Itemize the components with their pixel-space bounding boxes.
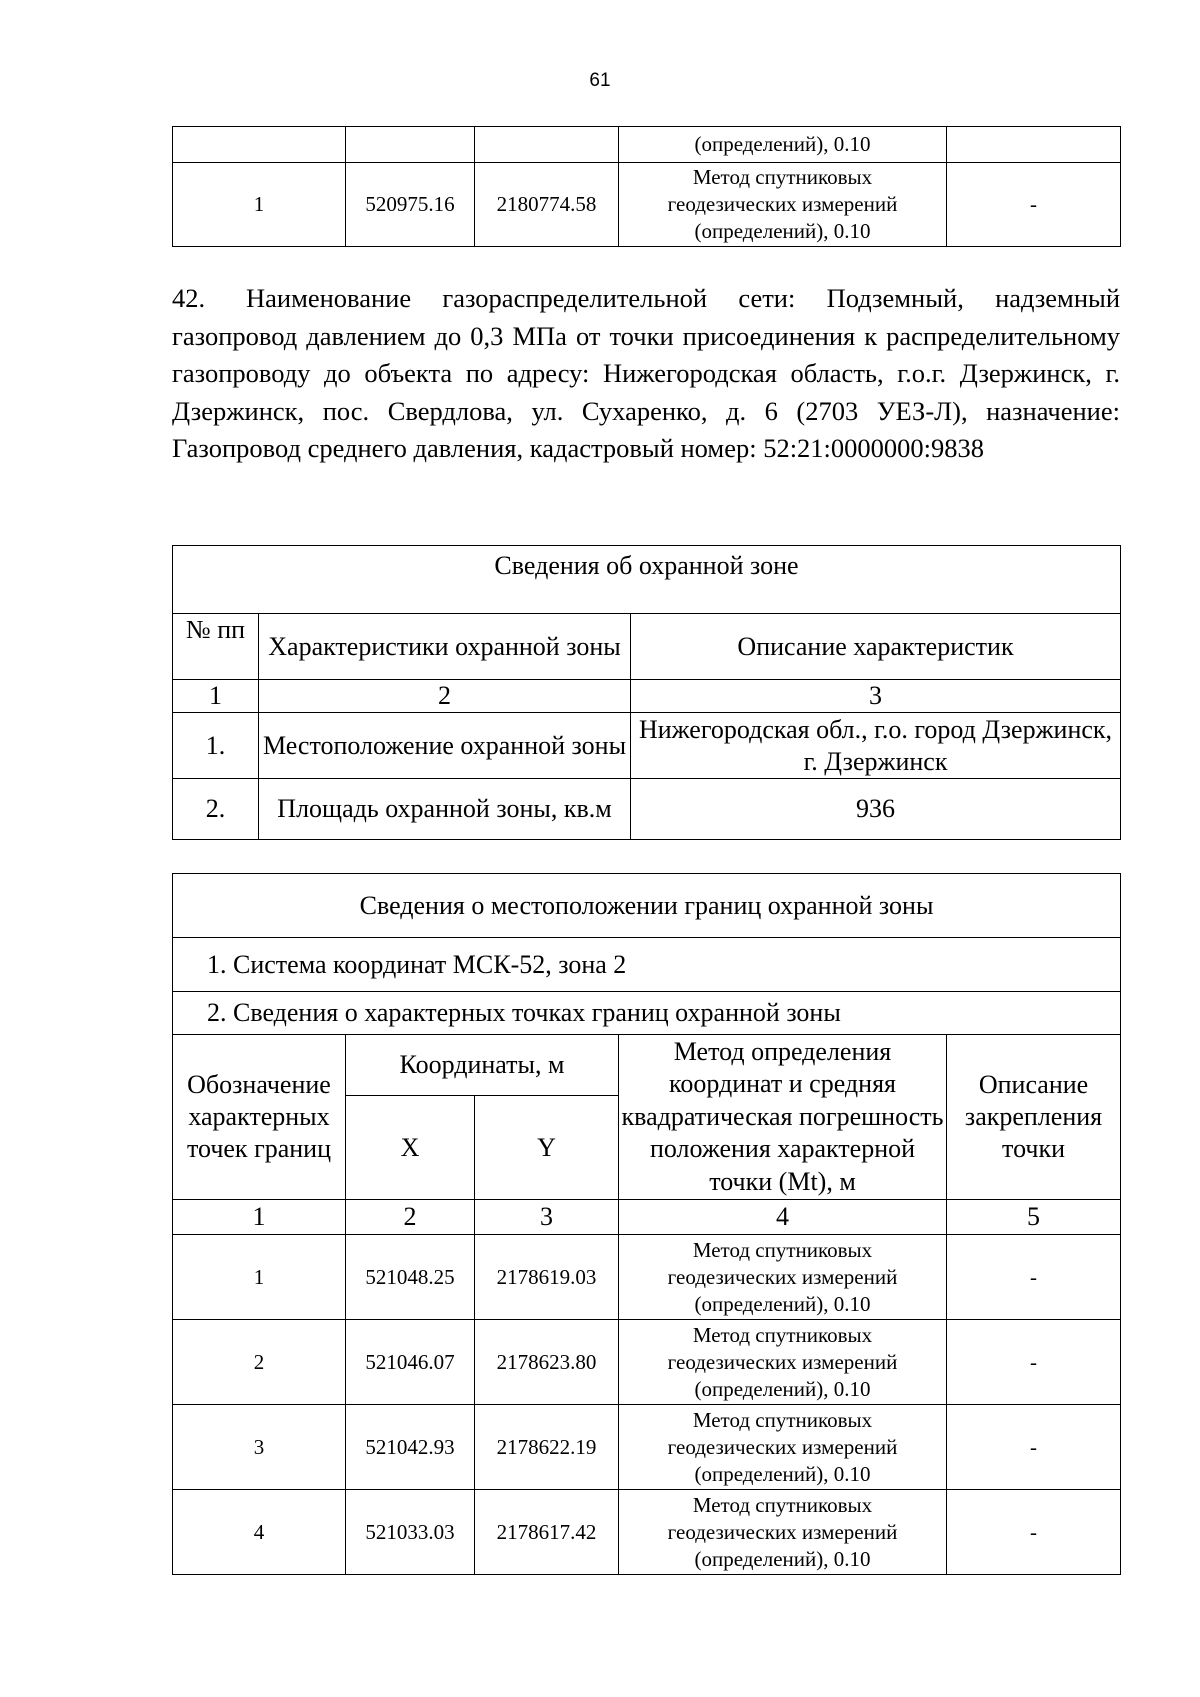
- y-coordinate: 2178623.80: [475, 1320, 619, 1405]
- point-label: 3: [173, 1405, 346, 1490]
- fixing-description: -: [947, 1490, 1121, 1575]
- method-line: (определений), 0.10: [694, 219, 871, 243]
- fixing-description: -: [947, 163, 1121, 247]
- column-header: X: [346, 1096, 475, 1200]
- table-title: Сведения о местоположении границ охранной зоны: [173, 874, 1121, 938]
- method-line: геодезических измерений: [667, 1349, 898, 1374]
- column-header: № пп: [173, 614, 259, 680]
- column-index: 2: [259, 680, 631, 713]
- fixing-description: -: [947, 1235, 1121, 1320]
- method-line: Метод спутниковых: [692, 165, 873, 189]
- fixing-description: -: [947, 1320, 1121, 1405]
- method-line: (определений), 0.10: [694, 1376, 871, 1401]
- table-row: [173, 713, 1121, 779]
- coordinate-system: 1. Система координат МСК-52, зона 2: [173, 938, 1121, 992]
- table-cell: (определений), 0.10: [619, 127, 947, 163]
- method-line: Метод спутниковых: [692, 1407, 873, 1432]
- column-header: Обозначение характерных точек границ: [173, 1035, 346, 1200]
- characteristic: Площадь охранной зоны, кв.м: [259, 779, 631, 840]
- method-line: (определений), 0.10: [694, 1461, 871, 1486]
- table-cell: [475, 127, 619, 163]
- row-number: 2.: [173, 779, 259, 840]
- point-label: 1: [173, 163, 346, 247]
- y-coordinate: 2178622.19: [475, 1405, 619, 1490]
- y-coordinate: 2178619.03: [475, 1235, 619, 1320]
- method-cell: [619, 1490, 947, 1575]
- method-line: (определений), 0.10: [694, 1546, 871, 1571]
- column-header: Описание характеристик: [631, 614, 1121, 680]
- row-number: 1.: [173, 713, 259, 779]
- protection-zone-table: [172, 545, 1121, 840]
- point-label: 4: [173, 1490, 346, 1575]
- method-line: Метод спутниковых: [692, 1492, 873, 1517]
- x-coordinate: 521048.25: [346, 1235, 475, 1320]
- column-header: Метод определения координат и средняя квадратическая погрешность положения характерной точки (Mt), м: [619, 1035, 947, 1200]
- column-index: 5: [947, 1200, 1121, 1235]
- x-coordinate: 521033.03: [346, 1490, 475, 1575]
- table-row: [173, 127, 1121, 163]
- method-cell: [619, 1405, 947, 1490]
- method-line: геодезических измерений: [667, 1519, 898, 1544]
- method-cell: [619, 163, 947, 247]
- method-line: Метод спутниковых: [692, 1322, 873, 1347]
- table-row: [173, 163, 1121, 247]
- x-coordinate: 520975.16: [346, 163, 475, 247]
- page-number: 61: [589, 70, 611, 91]
- method-line: геодезических измерений: [667, 1264, 898, 1289]
- table-row: [173, 1490, 1121, 1575]
- column-header: Характеристики охранной зоны: [259, 614, 631, 680]
- method-line: геодезических измерений: [667, 1434, 898, 1459]
- column-index: 1: [173, 1200, 346, 1235]
- points-heading: 2. Сведения о характерных точках границ охранной зоны: [173, 992, 1121, 1035]
- table-title: Сведения об охранной зоне: [173, 546, 1121, 614]
- description: 936: [631, 779, 1121, 840]
- column-index: 1: [173, 680, 259, 713]
- method-cell: [619, 1235, 947, 1320]
- table-row: [173, 1405, 1121, 1490]
- paragraph-text: Наименование газораспределительной сети: Подземный, надземный газопровод давлением до 0,3 МПа от точки присоединения к распределительному газопроводу до объекта по адресу: Нижегородская область, г.о.г. Дзержинск, г. Дзержинск, пос. Свердлова, ул. Сухаренко, д. 6 (2703 УЕЗ-Л), назначение: Газопровод среднего давления, кадастровый номер: 52:21:0000000:9838: [172, 283, 1120, 463]
- table-cell: [346, 127, 475, 163]
- table-row: [173, 1235, 1121, 1320]
- table-row: [173, 779, 1121, 840]
- table-cell: [947, 127, 1121, 163]
- coordinates-table-continuation: [172, 126, 1121, 247]
- description: Нижегородская обл., г.о. город Дзержинск, г. Дзержинск: [631, 713, 1121, 779]
- column-index: 4: [619, 1200, 947, 1235]
- column-index: 3: [631, 680, 1121, 713]
- method-line: геодезических измерений: [667, 192, 898, 216]
- y-coordinate: 2180774.58: [475, 163, 619, 247]
- fixing-description: -: [947, 1405, 1121, 1490]
- characteristic: Местоположение охранной зоны: [259, 713, 631, 779]
- x-coordinate: 521046.07: [346, 1320, 475, 1405]
- x-coordinate: 521042.93: [346, 1405, 475, 1490]
- point-label: 1: [173, 1235, 346, 1320]
- paragraph-number: 42.: [172, 283, 206, 313]
- method-cell: [619, 1320, 947, 1405]
- point-label: 2: [173, 1320, 346, 1405]
- boundary-location-table: [172, 873, 1121, 1575]
- table-row: [173, 1320, 1121, 1405]
- section-paragraph: [172, 280, 1120, 468]
- table-cell: [173, 127, 346, 163]
- method-line: Метод спутниковых: [692, 1237, 873, 1262]
- column-header: Координаты, м: [346, 1035, 619, 1096]
- column-header: Описание закрепления точки: [947, 1035, 1121, 1200]
- column-index: 3: [475, 1200, 619, 1235]
- column-index: 2: [346, 1200, 475, 1235]
- column-header: Y: [475, 1096, 619, 1200]
- method-line: (определений), 0.10: [694, 1291, 871, 1316]
- y-coordinate: 2178617.42: [475, 1490, 619, 1575]
